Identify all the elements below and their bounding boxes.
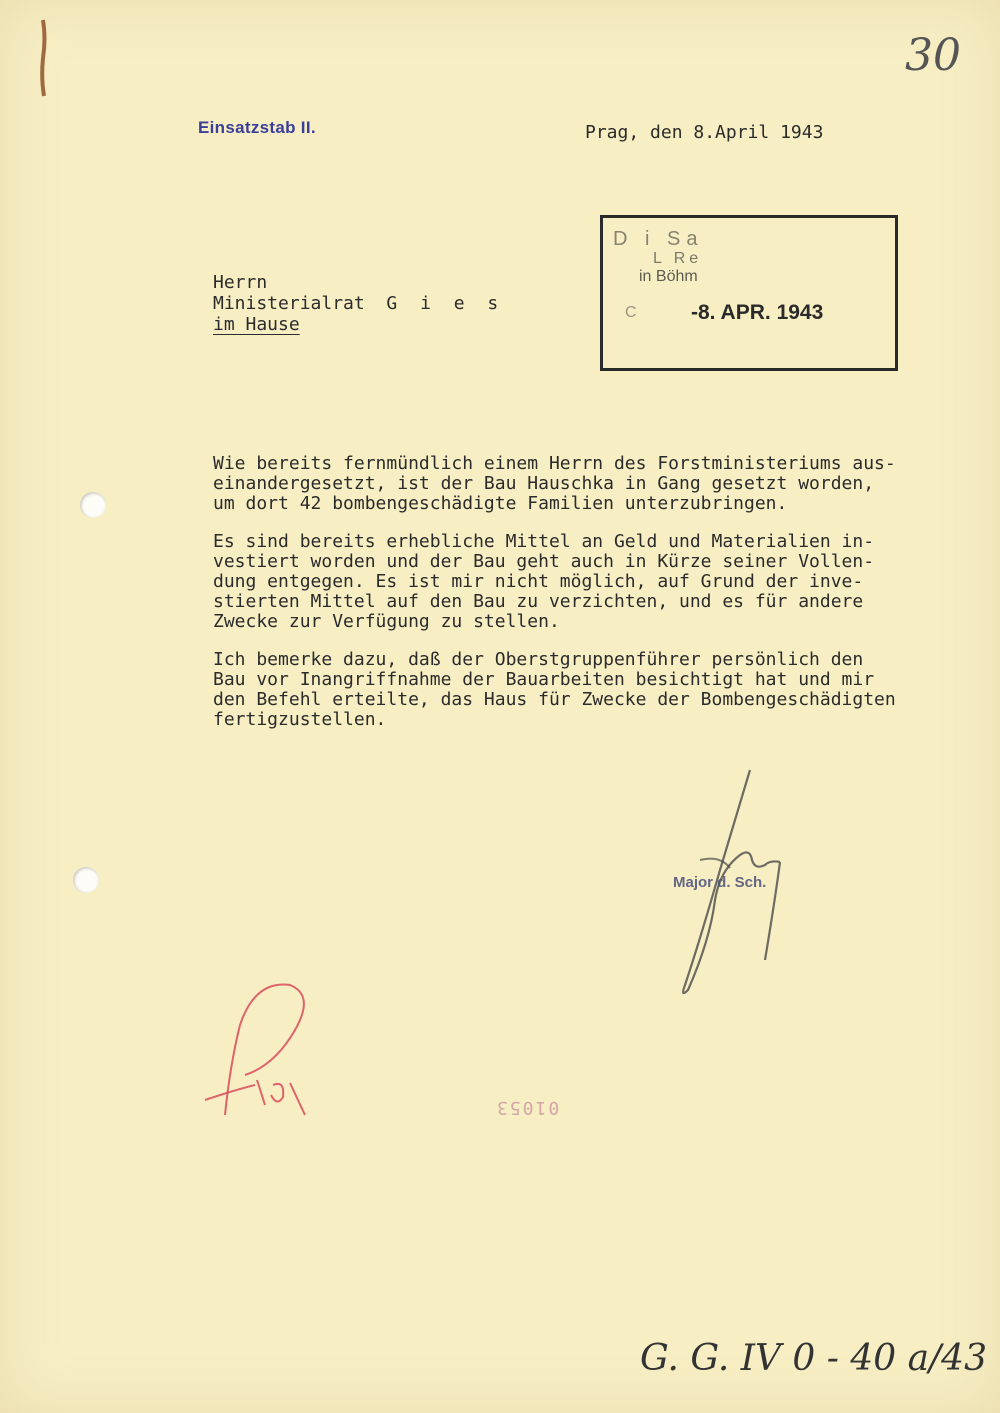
staple-mark [38,18,48,98]
office-stamp: Einsatzstab II. [198,118,316,137]
punch-hole-top [80,492,106,518]
paragraph-3: Ich bemerke dazu, daß der Oberstgruppenführer persönlich den Bau vor Inangriffnahme der Bauarbeiten besichtigt hat und mir den Befehl erteilte, das Haus für Zwecke der Bombengeschädigten fertigzustellen. [213,649,896,730]
salutation: Herrn [213,272,268,293]
stamp-line-3: in Böhm [639,268,698,285]
stamp-prefix: C [625,304,637,321]
registry-number: G. G. IV 0 - 40 a/43 [640,1338,987,1379]
stamp-date: -8. APR. 1943 [691,301,824,324]
receipt-stamp [600,215,898,371]
recipient-location: im Hause [213,314,300,335]
recipient-name: G i e s [386,293,505,314]
paragraph-1: Wie bereits fernmündlich einem Herrn des Forstministeriums aus- einandergesetzt, ist der Bau Hauschka in Gang gesetzt worden, um dort 42 bombengeschädigte Familien unterzubringen. [213,453,896,514]
recipient-title: Ministerialrat [213,293,365,314]
red-initial-mark [195,975,325,1125]
stamp-line-1: D i Sa [613,228,704,250]
recipient-address [213,272,504,335]
letter-body [213,454,983,748]
dateline: Prag, den 8.April 1943 [585,122,824,143]
page-number: 30 [905,30,961,81]
stamp-line-2: L Re [653,250,703,267]
faint-number: 01053 [495,1097,560,1118]
signature-rank: Major d. Sch. [673,874,767,891]
punch-hole-bottom [73,867,99,893]
paragraph-2: Es sind bereits erhebliche Mittel an Geld und Materialien in- vestiert worden und der Bau geht auch in Kürze seiner Vollen- dung entgegen. Es ist mir nicht möglich, auf Grund der inve- stierten Mittel auf den Bau zu verzichten, und es für andere Zwecke zur Verfügung zu stellen. [213,531,875,632]
